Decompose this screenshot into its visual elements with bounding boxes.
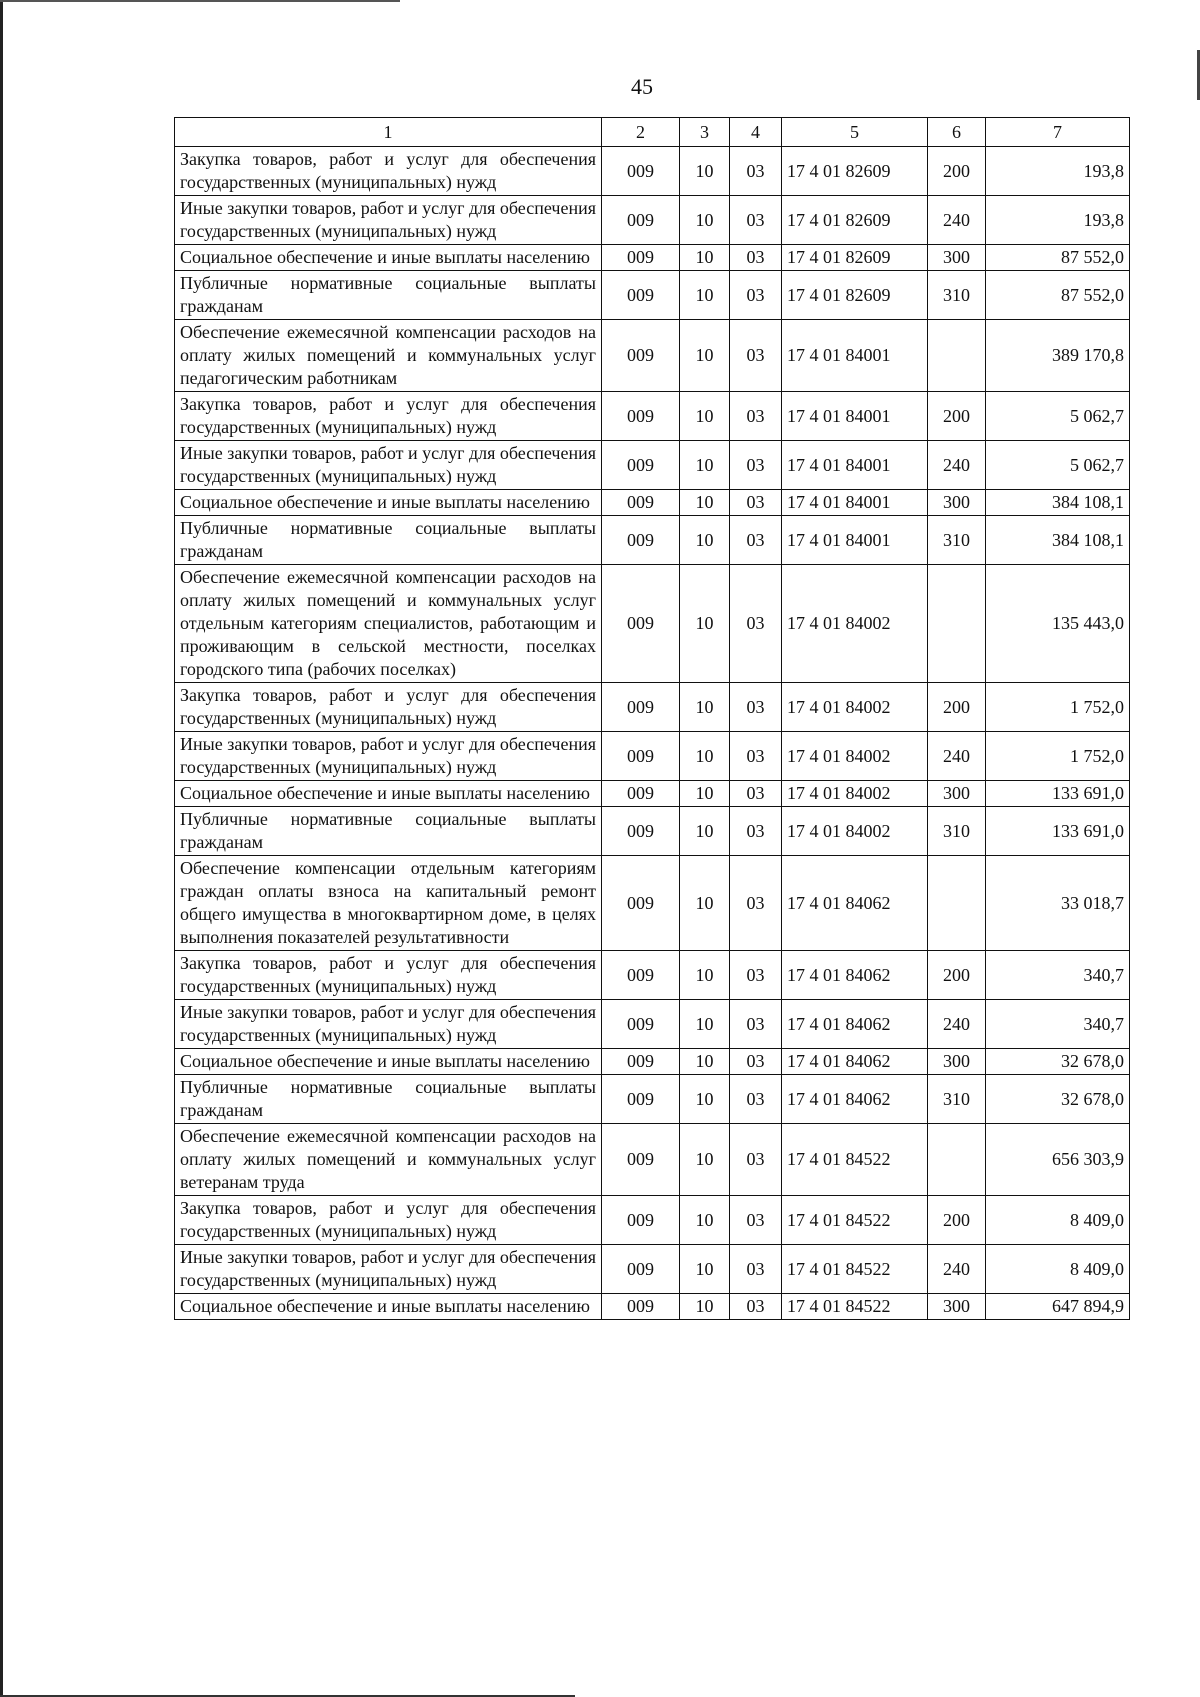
row-name-cell: Закупка товаров, работ и услуг для обеспечения государственных (муниципальных) нужд: [175, 1196, 602, 1245]
table-row: [175, 196, 1130, 245]
row-section-cell: 10: [680, 951, 730, 1000]
row-grbs-cell: 009: [602, 441, 680, 490]
row-target-article-cell: 17 4 01 84522: [782, 1294, 928, 1320]
row-target-article-cell: 17 4 01 82609: [782, 147, 928, 196]
row-expense-type-cell: 200: [928, 392, 986, 441]
row-grbs-cell: 009: [602, 1294, 680, 1320]
table-body: [175, 147, 1130, 1320]
row-target-article-cell: 17 4 01 84001: [782, 441, 928, 490]
row-amount-cell: 32 678,0: [986, 1049, 1130, 1075]
row-grbs-cell: 009: [602, 516, 680, 565]
row-amount-cell: 33 018,7: [986, 856, 1130, 951]
table-row: [175, 683, 1130, 732]
table-row: [175, 781, 1130, 807]
row-grbs-cell: 009: [602, 320, 680, 392]
row-section-cell: 10: [680, 1196, 730, 1245]
row-amount-cell: 193,8: [986, 196, 1130, 245]
row-amount-cell: 1 752,0: [986, 732, 1130, 781]
table-row: [175, 320, 1130, 392]
row-grbs-cell: 009: [602, 807, 680, 856]
row-name-cell: Иные закупки товаров, работ и услуг для обеспечения государственных (муниципальных) нужд: [175, 441, 602, 490]
table-row: [175, 1000, 1130, 1049]
header-cell-7: 7: [986, 118, 1130, 147]
row-section-cell: 10: [680, 1245, 730, 1294]
row-subsection-cell: 03: [730, 1049, 782, 1075]
row-target-article-cell: 17 4 01 84002: [782, 683, 928, 732]
row-expense-type-cell: [928, 856, 986, 951]
row-name-cell: Иные закупки товаров, работ и услуг для обеспечения государственных (муниципальных) нужд: [175, 196, 602, 245]
row-section-cell: 10: [680, 1000, 730, 1049]
row-expense-type-cell: [928, 565, 986, 683]
table-row: [175, 1196, 1130, 1245]
scan-edge-top: [0, 0, 400, 2]
row-target-article-cell: 17 4 01 84062: [782, 1075, 928, 1124]
budget-table: [174, 117, 1130, 1320]
row-name-cell: Обеспечение ежемесячной компенсации расходов на оплату жилых помещений и коммунальных услуг отдельным категориям специалистов, работающим и проживающим в сельской местности, поселках городского типа (рабочих поселках): [175, 565, 602, 683]
row-subsection-cell: 03: [730, 516, 782, 565]
row-section-cell: 10: [680, 147, 730, 196]
row-target-article-cell: 17 4 01 84002: [782, 781, 928, 807]
row-amount-cell: 384 108,1: [986, 516, 1130, 565]
row-target-article-cell: 17 4 01 84522: [782, 1196, 928, 1245]
row-grbs-cell: 009: [602, 1196, 680, 1245]
row-subsection-cell: 03: [730, 856, 782, 951]
row-subsection-cell: 03: [730, 807, 782, 856]
row-subsection-cell: 03: [730, 781, 782, 807]
row-section-cell: 10: [680, 196, 730, 245]
row-section-cell: 10: [680, 856, 730, 951]
row-section-cell: 10: [680, 732, 730, 781]
header-cell-3: 3: [680, 118, 730, 147]
page-number: 45: [631, 74, 653, 99]
row-amount-cell: 133 691,0: [986, 781, 1130, 807]
row-amount-cell: 8 409,0: [986, 1196, 1130, 1245]
row-expense-type-cell: 200: [928, 1196, 986, 1245]
row-subsection-cell: 03: [730, 490, 782, 516]
row-target-article-cell: 17 4 01 84002: [782, 732, 928, 781]
row-subsection-cell: 03: [730, 683, 782, 732]
row-grbs-cell: 009: [602, 1075, 680, 1124]
row-amount-cell: 5 062,7: [986, 441, 1130, 490]
row-expense-type-cell: 310: [928, 516, 986, 565]
row-subsection-cell: 03: [730, 441, 782, 490]
row-name-cell: Иные закупки товаров, работ и услуг для обеспечения государственных (муниципальных) нужд: [175, 1000, 602, 1049]
row-subsection-cell: 03: [730, 732, 782, 781]
row-name-cell: Обеспечение ежемесячной компенсации расходов на оплату жилых помещений и коммунальных услуг педагогическим работникам: [175, 320, 602, 392]
row-expense-type-cell: 240: [928, 196, 986, 245]
row-expense-type-cell: 240: [928, 1245, 986, 1294]
row-expense-type-cell: 310: [928, 807, 986, 856]
row-expense-type-cell: 240: [928, 441, 986, 490]
table-row: [175, 856, 1130, 951]
row-section-cell: 10: [680, 320, 730, 392]
row-subsection-cell: 03: [730, 1124, 782, 1196]
row-section-cell: 10: [680, 1049, 730, 1075]
row-target-article-cell: 17 4 01 84522: [782, 1245, 928, 1294]
row-name-cell: Закупка товаров, работ и услуг для обеспечения государственных (муниципальных) нужд: [175, 392, 602, 441]
row-expense-type-cell: 310: [928, 1075, 986, 1124]
row-expense-type-cell: 200: [928, 683, 986, 732]
row-name-cell: Социальное обеспечение и иные выплаты населению: [175, 245, 602, 271]
row-name-cell: Закупка товаров, работ и услуг для обеспечения государственных (муниципальных) нужд: [175, 951, 602, 1000]
row-section-cell: 10: [680, 392, 730, 441]
row-subsection-cell: 03: [730, 245, 782, 271]
row-amount-cell: 384 108,1: [986, 490, 1130, 516]
row-section-cell: 10: [680, 271, 730, 320]
row-grbs-cell: 009: [602, 951, 680, 1000]
row-subsection-cell: 03: [730, 1075, 782, 1124]
row-grbs-cell: 009: [602, 856, 680, 951]
row-amount-cell: 87 552,0: [986, 245, 1130, 271]
row-grbs-cell: 009: [602, 1000, 680, 1049]
row-expense-type-cell: [928, 1124, 986, 1196]
row-subsection-cell: 03: [730, 1196, 782, 1245]
table-row: [175, 271, 1130, 320]
row-name-cell: Публичные нормативные социальные выплаты гражданам: [175, 807, 602, 856]
row-section-cell: 10: [680, 565, 730, 683]
row-name-cell: Закупка товаров, работ и услуг для обеспечения государственных (муниципальных) нужд: [175, 147, 602, 196]
row-amount-cell: 1 752,0: [986, 683, 1130, 732]
row-amount-cell: 32 678,0: [986, 1075, 1130, 1124]
row-section-cell: 10: [680, 807, 730, 856]
row-name-cell: Иные закупки товаров, работ и услуг для обеспечения государственных (муниципальных) нужд: [175, 1245, 602, 1294]
table-row: [175, 732, 1130, 781]
row-grbs-cell: 009: [602, 271, 680, 320]
row-expense-type-cell: 300: [928, 1294, 986, 1320]
table-row: [175, 392, 1130, 441]
table-row: [175, 1294, 1130, 1320]
row-target-article-cell: 17 4 01 84062: [782, 1000, 928, 1049]
row-name-cell: Социальное обеспечение и иные выплаты населению: [175, 1294, 602, 1320]
scan-edge-left: [0, 0, 3, 1697]
row-name-cell: Обеспечение ежемесячной компенсации расходов на оплату жилых помещений и коммунальных услуг ветеранам труда: [175, 1124, 602, 1196]
row-target-article-cell: 17 4 01 84001: [782, 516, 928, 565]
row-target-article-cell: 17 4 01 84001: [782, 490, 928, 516]
row-name-cell: Социальное обеспечение и иные выплаты населению: [175, 781, 602, 807]
row-amount-cell: 135 443,0: [986, 565, 1130, 683]
row-amount-cell: 5 062,7: [986, 392, 1130, 441]
table-row: [175, 1049, 1130, 1075]
row-target-article-cell: 17 4 01 84522: [782, 1124, 928, 1196]
row-section-cell: 10: [680, 441, 730, 490]
row-subsection-cell: 03: [730, 320, 782, 392]
row-name-cell: Публичные нормативные социальные выплаты гражданам: [175, 1075, 602, 1124]
row-amount-cell: 340,7: [986, 951, 1130, 1000]
header-cell-1: 1: [175, 118, 602, 147]
table-row: [175, 807, 1130, 856]
row-target-article-cell: 17 4 01 84001: [782, 392, 928, 441]
row-subsection-cell: 03: [730, 271, 782, 320]
table-row: [175, 490, 1130, 516]
row-subsection-cell: 03: [730, 951, 782, 1000]
row-grbs-cell: 009: [602, 732, 680, 781]
row-subsection-cell: 03: [730, 147, 782, 196]
table-row: [175, 441, 1130, 490]
row-subsection-cell: 03: [730, 1294, 782, 1320]
row-expense-type-cell: 300: [928, 490, 986, 516]
row-expense-type-cell: [928, 320, 986, 392]
row-grbs-cell: 009: [602, 392, 680, 441]
row-expense-type-cell: 200: [928, 951, 986, 1000]
row-target-article-cell: 17 4 01 84062: [782, 856, 928, 951]
row-grbs-cell: 009: [602, 1124, 680, 1196]
header-cell-4: 4: [730, 118, 782, 147]
row-grbs-cell: 009: [602, 781, 680, 807]
row-expense-type-cell: 300: [928, 781, 986, 807]
row-expense-type-cell: 240: [928, 732, 986, 781]
row-name-cell: Публичные нормативные социальные выплаты гражданам: [175, 271, 602, 320]
row-grbs-cell: 009: [602, 196, 680, 245]
row-name-cell: Социальное обеспечение и иные выплаты населению: [175, 1049, 602, 1075]
table-row: [175, 1075, 1130, 1124]
row-expense-type-cell: 310: [928, 271, 986, 320]
header-row: [175, 118, 1130, 147]
row-name-cell: Закупка товаров, работ и услуг для обеспечения государственных (муниципальных) нужд: [175, 683, 602, 732]
row-amount-cell: 8 409,0: [986, 1245, 1130, 1294]
row-section-cell: 10: [680, 516, 730, 565]
row-name-cell: Обеспечение компенсации отдельным категориям граждан оплаты взноса на капитальный ремонт общего имущества в многоквартирном доме, в целях выполнения показателей результативности: [175, 856, 602, 951]
row-section-cell: 10: [680, 1075, 730, 1124]
row-amount-cell: 87 552,0: [986, 271, 1130, 320]
row-amount-cell: 647 894,9: [986, 1294, 1130, 1320]
row-grbs-cell: 009: [602, 1245, 680, 1294]
table-row: [175, 1124, 1130, 1196]
row-target-article-cell: 17 4 01 84062: [782, 1049, 928, 1075]
row-grbs-cell: 009: [602, 147, 680, 196]
row-target-article-cell: 17 4 01 82609: [782, 196, 928, 245]
row-grbs-cell: 009: [602, 565, 680, 683]
row-grbs-cell: 009: [602, 683, 680, 732]
table-row: [175, 1245, 1130, 1294]
row-name-cell: Социальное обеспечение и иные выплаты населению: [175, 490, 602, 516]
row-section-cell: 10: [680, 1124, 730, 1196]
row-target-article-cell: 17 4 01 84062: [782, 951, 928, 1000]
row-target-article-cell: 17 4 01 84002: [782, 565, 928, 683]
table-row: [175, 516, 1130, 565]
row-target-article-cell: 17 4 01 82609: [782, 245, 928, 271]
row-subsection-cell: 03: [730, 565, 782, 683]
row-grbs-cell: 009: [602, 1049, 680, 1075]
row-subsection-cell: 03: [730, 196, 782, 245]
header-cell-2: 2: [602, 118, 680, 147]
row-grbs-cell: 009: [602, 490, 680, 516]
row-expense-type-cell: 240: [928, 1000, 986, 1049]
row-amount-cell: 389 170,8: [986, 320, 1130, 392]
row-section-cell: 10: [680, 490, 730, 516]
row-target-article-cell: 17 4 01 82609: [782, 271, 928, 320]
header-cell-5: 5: [782, 118, 928, 147]
header-cell-6: 6: [928, 118, 986, 147]
row-section-cell: 10: [680, 781, 730, 807]
row-expense-type-cell: 200: [928, 147, 986, 196]
table-row: [175, 147, 1130, 196]
row-target-article-cell: 17 4 01 84002: [782, 807, 928, 856]
table-row: [175, 245, 1130, 271]
row-section-cell: 10: [680, 1294, 730, 1320]
row-subsection-cell: 03: [730, 1000, 782, 1049]
table-row: [175, 951, 1130, 1000]
row-amount-cell: 340,7: [986, 1000, 1130, 1049]
row-amount-cell: 193,8: [986, 147, 1130, 196]
row-subsection-cell: 03: [730, 1245, 782, 1294]
row-name-cell: Иные закупки товаров, работ и услуг для обеспечения государственных (муниципальных) нужд: [175, 732, 602, 781]
row-expense-type-cell: 300: [928, 1049, 986, 1075]
row-grbs-cell: 009: [602, 245, 680, 271]
row-subsection-cell: 03: [730, 392, 782, 441]
row-name-cell: Публичные нормативные социальные выплаты гражданам: [175, 516, 602, 565]
row-expense-type-cell: 300: [928, 245, 986, 271]
row-section-cell: 10: [680, 683, 730, 732]
row-target-article-cell: 17 4 01 84001: [782, 320, 928, 392]
table-row: [175, 565, 1130, 683]
row-amount-cell: 133 691,0: [986, 807, 1130, 856]
row-section-cell: 10: [680, 245, 730, 271]
row-amount-cell: 656 303,9: [986, 1124, 1130, 1196]
